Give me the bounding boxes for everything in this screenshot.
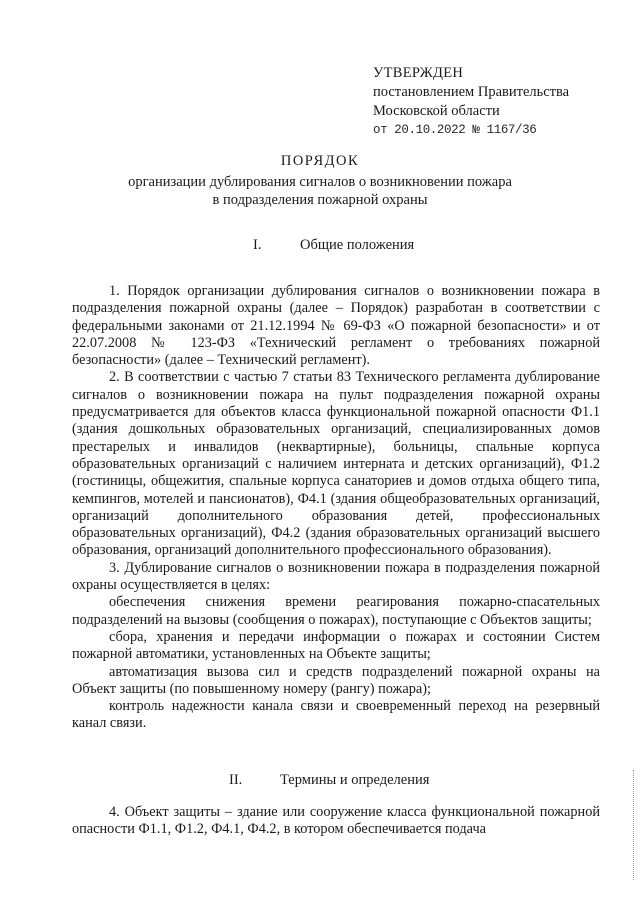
margin-scan-mark <box>633 770 636 880</box>
purpose-item-4: контроль надежности канала связи и своевременный переход на резервный канал связи. <box>72 698 600 732</box>
section-2-body <box>72 804 600 839</box>
approval-block <box>373 64 569 140</box>
section-2-number: II. <box>229 772 243 788</box>
section-1-body <box>72 283 600 733</box>
purpose-item-3: автоматизация вызова сил и средств подразделений пожарной охраны на Объект защиты (по повышенному номеру (рангу) пожара); <box>72 663 600 697</box>
purpose-item-2: сбора, хранения и передачи информации о пожарах и состоянии Систем пожарной автоматики, установленных на Объекте защиты; <box>72 628 600 663</box>
paragraph-2: 2. В соответствии с частью 7 статьи 83 Технического регламента дублирование сигналов о возникновении пожара на пульт подразделения пожарной охраны предусматривается для объектов класса функциональной пожарной опасности Ф1.1 (здания дошкольных образовательных организаций, специализированных домов престарелых и инвалидов (неквартирные), больницы, спальные корпуса образовательных организаций с наличием интерната и детских организаций), Ф1.2 (гостиницы, общежития, спальные корпуса санаториев и домов отдыха общего типа, кемпингов, мотелей и пансионатов), Ф4.1 (здания общеобразовательных организаций, организаций дополнительного образования детей, профессиональных образовательных организаций), Ф4.2 (здания образовательных организаций высшего образования, организаций дополнительного профессионального образования). <box>72 369 600 559</box>
section-1-number: I. <box>253 237 262 253</box>
section-1-title: Общие положения <box>300 237 415 253</box>
approval-stamp: от 20.10.2022 № 1167/36 <box>373 123 537 137</box>
paragraph-3: 3. Дублирование сигналов о возникновении пожара в подразделения пожарной охраны осуществляется в целях: <box>72 559 600 594</box>
paragraph-4: 4. Объект защиты – здание или сооружение класса функциональной пожарной опасности Ф1.1, Ф1.2, Ф4.1, Ф4.2, в котором обеспечивается подача <box>72 804 600 838</box>
paragraph-1: 1. Порядок организации дублирования сигналов о возникновении пожара в подразделения пожарной охраны (далее – Порядок) разработан в соответствии с федеральными законами от 21.12.1994 № 69-ФЗ «О пожарной безопасности» и от 22.07.2008 № 123-ФЗ «Технический регламент о требованиях пожарной безопасности» (далее – Технический регламент). <box>72 283 600 369</box>
purpose-item-1: обеспечения снижения времени реагирования пожарно-спасательных подразделений на вызовы (сообщения о пожарах), поступающие с Объектов защиты; <box>72 594 600 628</box>
section-2-title: Термины и определения <box>280 772 430 788</box>
document-heading <box>0 152 640 209</box>
approval-line-2: Московской области <box>373 103 500 119</box>
document-subtitle-line-1: организации дублирования сигналов о возникновении пожара <box>128 174 512 190</box>
document-title: ПОРЯДОК <box>280 153 360 169</box>
approval-line-1: постановлением Правительства <box>373 84 570 100</box>
approval-title: УТВЕРЖДЕН <box>373 65 464 81</box>
document-subtitle-line-2: в подразделения пожарной охраны <box>212 192 428 208</box>
